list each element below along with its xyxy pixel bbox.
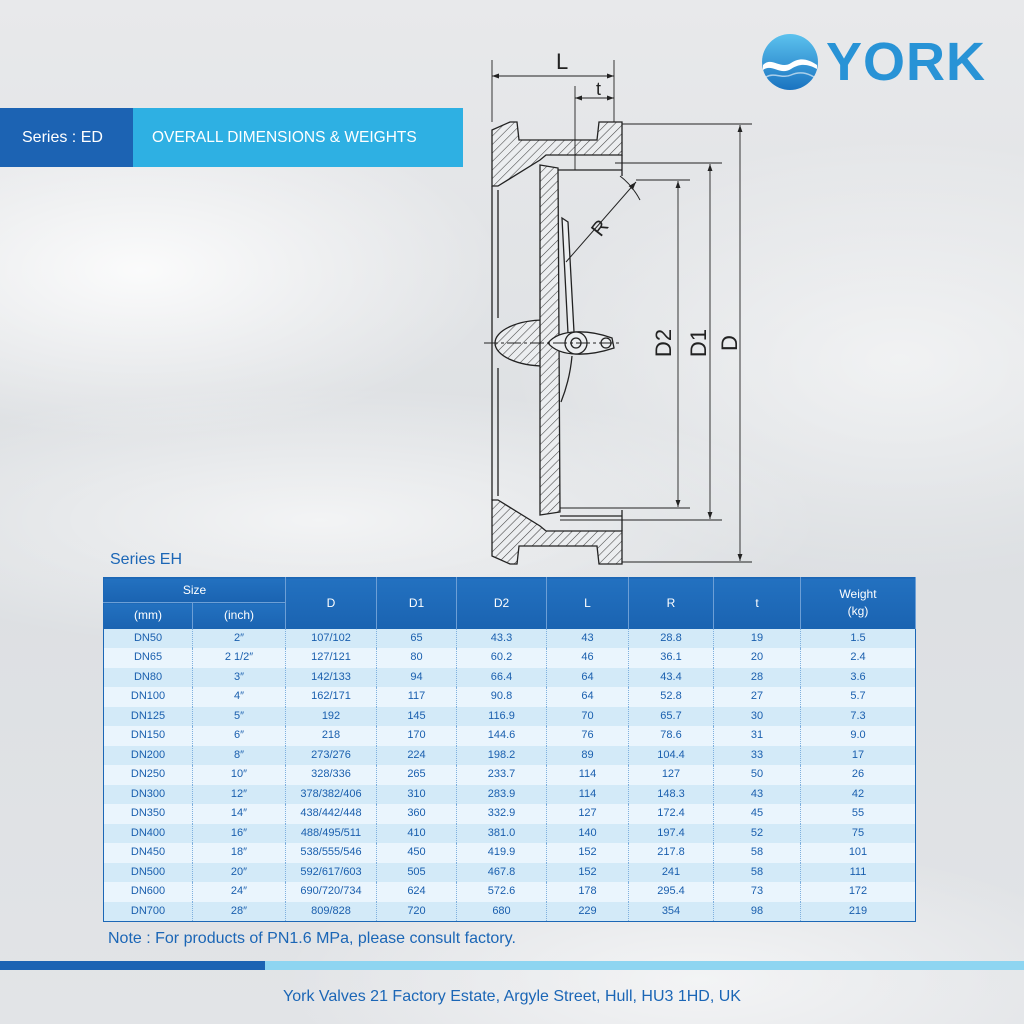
cell-mm: DN600 — [104, 882, 193, 902]
cell-mm: DN80 — [104, 668, 193, 688]
table-row — [104, 726, 916, 746]
cell-t: 52 — [714, 824, 801, 844]
cell-d1: 360 — [377, 804, 457, 824]
cell-d: 328/336 — [286, 765, 377, 785]
table-body — [104, 629, 916, 922]
cell-t: 33 — [714, 746, 801, 766]
cell-mm: DN250 — [104, 765, 193, 785]
cell-d: 592/617/603 — [286, 863, 377, 883]
cell-inch: 3″ — [193, 668, 286, 688]
cell-l: 152 — [547, 843, 629, 863]
cell-inch: 8″ — [193, 746, 286, 766]
header-weight-label: Weight — [839, 587, 877, 602]
york-logo-text: YORK — [826, 32, 987, 92]
header-mm: (mm) — [104, 603, 193, 629]
cell-weight: 9.0 — [801, 726, 916, 746]
cell-r: 295.4 — [629, 882, 714, 902]
table-row — [104, 668, 916, 688]
cell-d1: 450 — [377, 843, 457, 863]
cell-weight: 17 — [801, 746, 916, 766]
cell-t: 19 — [714, 629, 801, 649]
footer-bar-light — [265, 961, 1024, 970]
cell-d: 107/102 — [286, 629, 377, 649]
header-d1: D1 — [377, 578, 457, 629]
table-row — [104, 863, 916, 883]
header-r: R — [629, 578, 714, 629]
cell-d2: 60.2 — [457, 648, 547, 668]
cell-t: 50 — [714, 765, 801, 785]
cell-d1: 720 — [377, 902, 457, 922]
label-d: D — [717, 335, 742, 351]
cell-mm: DN200 — [104, 746, 193, 766]
cell-r: 104.4 — [629, 746, 714, 766]
cell-d2: 419.9 — [457, 843, 547, 863]
table-row — [104, 902, 916, 922]
cell-mm: DN700 — [104, 902, 193, 922]
cell-r: 52.8 — [629, 687, 714, 707]
dimensions-table — [103, 577, 916, 922]
cell-t: 30 — [714, 707, 801, 727]
cell-mm: DN400 — [104, 824, 193, 844]
cell-r: 65.7 — [629, 707, 714, 727]
cell-mm: DN350 — [104, 804, 193, 824]
cell-l: 127 — [547, 804, 629, 824]
footer-bar-dark — [0, 961, 265, 970]
table-row — [104, 707, 916, 727]
cell-weight: 172 — [801, 882, 916, 902]
cell-d2: 66.4 — [457, 668, 547, 688]
cell-l: 114 — [547, 765, 629, 785]
cell-r: 217.8 — [629, 843, 714, 863]
table-title: Series EH — [110, 551, 183, 568]
cell-inch: 6″ — [193, 726, 286, 746]
table-row — [104, 824, 916, 844]
cell-t: 73 — [714, 882, 801, 902]
header-d: D — [286, 578, 377, 629]
cell-weight: 1.5 — [801, 629, 916, 649]
cell-t: 31 — [714, 726, 801, 746]
cell-l: 64 — [547, 668, 629, 688]
table-row — [104, 882, 916, 902]
cell-inch: 14″ — [193, 804, 286, 824]
cell-d2: 467.8 — [457, 863, 547, 883]
cell-inch: 12″ — [193, 785, 286, 805]
cell-inch: 5″ — [193, 707, 286, 727]
cell-inch: 20″ — [193, 863, 286, 883]
table-row — [104, 804, 916, 824]
cell-r: 172.4 — [629, 804, 714, 824]
cell-weight: 3.6 — [801, 668, 916, 688]
cell-l: 114 — [547, 785, 629, 805]
label-d1: D1 — [686, 328, 711, 358]
cell-t: 98 — [714, 902, 801, 922]
cell-d2: 283.9 — [457, 785, 547, 805]
cell-d1: 145 — [377, 707, 457, 727]
cell-d: 488/495/511 — [286, 824, 377, 844]
cell-d1: 80 — [377, 648, 457, 668]
cell-weight: 7.3 — [801, 707, 916, 727]
cell-d: 538/555/546 — [286, 843, 377, 863]
cell-r: 127 — [629, 765, 714, 785]
cell-d2: 43.3 — [457, 629, 547, 649]
header-l: L — [547, 578, 629, 629]
cell-d: 273/276 — [286, 746, 377, 766]
cell-weight: 2.4 — [801, 648, 916, 668]
cell-t: 58 — [714, 863, 801, 883]
cell-d1: 224 — [377, 746, 457, 766]
cell-d1: 265 — [377, 765, 457, 785]
cell-l: 70 — [547, 707, 629, 727]
label-d2: D2 — [651, 328, 676, 358]
cell-weight: 5.7 — [801, 687, 916, 707]
cell-l: 64 — [547, 687, 629, 707]
header-weight-unit: (kg) — [847, 604, 869, 619]
cell-weight: 75 — [801, 824, 916, 844]
cell-t: 43 — [714, 785, 801, 805]
cell-mm: DN500 — [104, 863, 193, 883]
footer-address: York Valves 21 Factory Estate, Argyle Street, Hull, HU3 1HD, UK — [283, 988, 741, 1005]
cell-d1: 65 — [377, 629, 457, 649]
cell-inch: 2 1/2″ — [193, 648, 286, 668]
cell-l: 43 — [547, 629, 629, 649]
cell-d1: 310 — [377, 785, 457, 805]
cell-l: 140 — [547, 824, 629, 844]
cell-r: 197.4 — [629, 824, 714, 844]
cell-t: 45 — [714, 804, 801, 824]
cell-d: 378/382/406 — [286, 785, 377, 805]
cell-inch: 24″ — [193, 882, 286, 902]
cell-inch: 18″ — [193, 843, 286, 863]
header-weight — [801, 578, 916, 629]
cell-l: 178 — [547, 882, 629, 902]
cell-inch: 28″ — [193, 902, 286, 922]
table-row — [104, 687, 916, 707]
cell-mm: DN50 — [104, 629, 193, 649]
cell-t: 58 — [714, 843, 801, 863]
cell-d: 438/442/448 — [286, 804, 377, 824]
cell-d1: 170 — [377, 726, 457, 746]
header-size: Size — [104, 578, 286, 603]
cell-d1: 624 — [377, 882, 457, 902]
valve-section-diagram — [460, 40, 780, 580]
cell-d2: 198.2 — [457, 746, 547, 766]
cell-mm: DN125 — [104, 707, 193, 727]
label-l: L — [556, 49, 569, 74]
cell-l: 46 — [547, 648, 629, 668]
spring-arm-lower — [561, 356, 572, 402]
cell-t: 28 — [714, 668, 801, 688]
cell-d1: 505 — [377, 863, 457, 883]
header-d2: D2 — [457, 578, 547, 629]
cell-d2: 116.9 — [457, 707, 547, 727]
cell-r: 28.8 — [629, 629, 714, 649]
table-row — [104, 648, 916, 668]
cell-weight: 55 — [801, 804, 916, 824]
table-row — [104, 629, 916, 649]
cell-d: 142/133 — [286, 668, 377, 688]
cell-inch: 16″ — [193, 824, 286, 844]
cell-mm: DN65 — [104, 648, 193, 668]
cell-d2: 144.6 — [457, 726, 547, 746]
table-row — [104, 746, 916, 766]
cell-d2: 572.6 — [457, 882, 547, 902]
cell-t: 27 — [714, 687, 801, 707]
cell-l: 229 — [547, 902, 629, 922]
cell-r: 78.6 — [629, 726, 714, 746]
note-text: Note : For products of PN1.6 MPa, please consult factory. — [108, 930, 516, 947]
series-label: Series : ED — [0, 108, 133, 167]
cell-d1: 94 — [377, 668, 457, 688]
table-row — [104, 765, 916, 785]
cell-inch: 4″ — [193, 687, 286, 707]
cell-weight: 42 — [801, 785, 916, 805]
cell-d: 127/121 — [286, 648, 377, 668]
cell-r: 43.4 — [629, 668, 714, 688]
cell-d: 218 — [286, 726, 377, 746]
label-t: t — [596, 79, 602, 99]
cell-mm: DN450 — [104, 843, 193, 863]
cell-d2: 90.8 — [457, 687, 547, 707]
cell-weight: 219 — [801, 902, 916, 922]
cell-inch: 10″ — [193, 765, 286, 785]
cell-d2: 381.0 — [457, 824, 547, 844]
cell-mm: DN300 — [104, 785, 193, 805]
cell-t: 20 — [714, 648, 801, 668]
label-r: R — [587, 215, 614, 241]
page-title: OVERALL DIMENSIONS & WEIGHTS — [133, 108, 463, 167]
cell-r: 148.3 — [629, 785, 714, 805]
cell-d: 809/828 — [286, 902, 377, 922]
cell-d2: 332.9 — [457, 804, 547, 824]
cell-d2: 680 — [457, 902, 547, 922]
cell-l: 152 — [547, 863, 629, 883]
cell-weight: 101 — [801, 843, 916, 863]
header-t: t — [714, 578, 801, 629]
cell-d1: 410 — [377, 824, 457, 844]
header-inch: (inch) — [193, 603, 286, 629]
cell-r: 354 — [629, 902, 714, 922]
cell-mm: DN100 — [104, 687, 193, 707]
cell-l: 76 — [547, 726, 629, 746]
table-row — [104, 785, 916, 805]
cell-weight: 111 — [801, 863, 916, 883]
table-row — [104, 843, 916, 863]
cell-d: 690/720/734 — [286, 882, 377, 902]
cell-l: 89 — [547, 746, 629, 766]
cell-r: 36.1 — [629, 648, 714, 668]
cell-weight: 26 — [801, 765, 916, 785]
cell-d: 192 — [286, 707, 377, 727]
spring-arm — [562, 218, 574, 333]
cell-d: 162/171 — [286, 687, 377, 707]
cell-r: 241 — [629, 863, 714, 883]
cell-d1: 117 — [377, 687, 457, 707]
cell-inch: 2″ — [193, 629, 286, 649]
cell-d2: 233.7 — [457, 765, 547, 785]
cell-mm: DN150 — [104, 726, 193, 746]
